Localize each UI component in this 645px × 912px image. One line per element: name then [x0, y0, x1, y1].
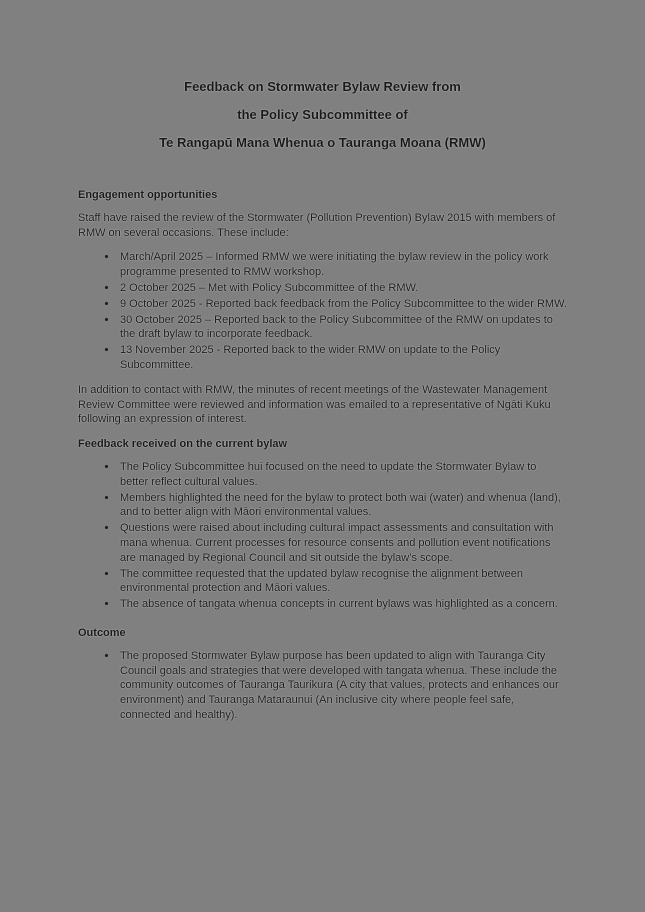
document-title-line-2: the Policy Subcommittee of — [237, 107, 408, 122]
outcome-heading: Outcome — [78, 626, 126, 639]
feedback-bullet-1: • The Policy Subcommittee hui focused on the need to update the Stormwater Bylaw to better reflect cultural values. — [118, 460, 567, 490]
engagement-bullet-3: • 9 October 2025 - Reported back feedback from the Policy Subcommittee to the wider RMW. — [118, 297, 567, 312]
document-title — [78, 73, 567, 157]
engagement-bullet-5: • 13 November 2025 - Reported back to the wider RMW on update to the Policy Subcommittee. — [118, 343, 567, 373]
document-title-line-3: Te Rangapū Mana Whenua o Tauranga Moana (RMW) — [159, 135, 486, 150]
engagement-bullet-4: • 30 October 2025 – Reported back to the Policy Subcommittee of the RMW on updates to the draft bylaw to incorporate feedback. — [118, 313, 567, 343]
feedback-bullet-2: • Members highlighted the need for the bylaw to protect both wai (water) and whenua (land), and to better align with Māori environmental values. — [118, 491, 567, 521]
section-feedback — [78, 437, 567, 612]
section-engagement — [78, 188, 567, 427]
engagement-bullet-list — [78, 250, 567, 372]
outcome-bullet-list — [78, 649, 567, 723]
engagement-intro-paragraph: Staff have raised the review of the Stormwater (Pollution Prevention) Bylaw 2015 with members of RMW on several occasions. These include: — [78, 211, 556, 239]
engagement-bullet-2: • 2 October 2025 – Met with Policy Subcommittee of the RMW. — [118, 281, 567, 296]
feedback-bullet-5: • The absence of tangata whenua concepts in current bylaws was highlighted as a concern. — [118, 597, 567, 612]
outcome-bullet-1: • The proposed Stormwater Bylaw purpose has been updated to align with Tauranga City Council goals and strategies that were developed with tangata whenua. These include the community outcomes of Tauranga Taurikura (A city that values, protects and enhances our environment) and Tauranga Mataraunui (An inclusive city where people feel safe, connected and healthy). — [118, 649, 567, 723]
feedback-bullet-list — [78, 460, 567, 612]
feedback-heading: Feedback received on the current bylaw — [78, 438, 288, 451]
feedback-bullet-3: • Questions were raised about including cultural impact assessments and consultation with mana whenua. Current processes for resource consents and pollution event notifications are managed by Regional Council and sit outside the bylaw’s scope. — [118, 521, 567, 565]
engagement-heading: Engagement opportunities — [78, 189, 218, 201]
engagement-outro-paragraph: In addition to contact with RMW, the minutes of recent meetings of the Wastewater Management Review Committee were reviewed and information was emailed to a representative of Ngāti Kuku following an expression of interest. — [78, 383, 551, 426]
engagement-bullet-1: • March/April 2025 – Informed RMW we were initiating the bylaw review in the policy work programme presented to RMW workshop. — [118, 250, 567, 280]
section-outcome — [78, 622, 567, 723]
document-title-line-1: Feedback on Stormwater Bylaw Review from — [184, 79, 461, 94]
feedback-bullet-4: • The committee requested that the updated bylaw recognise the alignment between environmental protection and Māori values. — [118, 567, 567, 597]
